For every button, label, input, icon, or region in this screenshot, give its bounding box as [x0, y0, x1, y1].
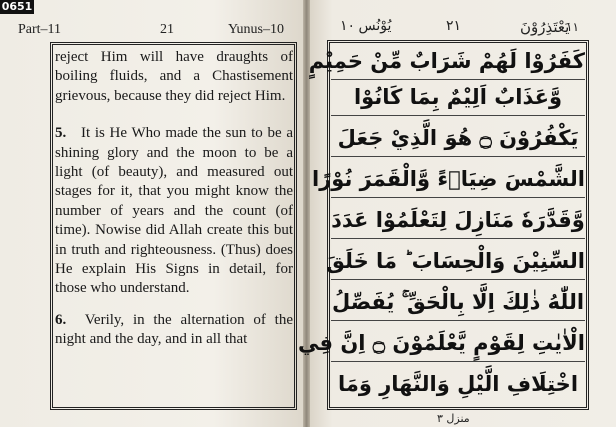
- verse-number: 5.: [55, 125, 67, 142]
- paragraph-text: reject Him will have draughts of boiling fluids, and a Chastisement grievous, because they did reject Him.: [55, 49, 293, 104]
- arabic-line: وَّقَدَّرَهٗ مَنَازِلَ لِتَعْلَمُوْا عَدَدَ: [331, 203, 585, 239]
- arabic-line: يَكْفُرُوْنَ ۝ هُوَ الَّذِيْ جَعَلَ: [331, 121, 585, 157]
- verse-number: 6.: [55, 311, 67, 328]
- header-part: Part–11: [18, 22, 62, 37]
- scan-id-label: 0651: [1, 0, 33, 13]
- paragraph-text: Verily, in the alternation of the night and the day, and in all that: [55, 311, 293, 348]
- arabic-line: الشَّمْسَ ضِيَاۤءً وَّالْقَمَرَ نُوْرًا: [331, 162, 585, 198]
- paragraph: [55, 311, 293, 350]
- header-title-number: ١١: [566, 20, 579, 34]
- header-surah: Yunus–10: [228, 22, 285, 37]
- arabic-line: الْاٰيٰتِ لِقَوْمٍ يَّعْلَمُوْنَ ۝ اِنَّ فِي: [331, 326, 585, 362]
- arabic-line: السِّنِيْنَ وَالْحِسَابَ ؕ مَا خَلَقَ: [331, 244, 585, 280]
- header-page-number-arabic: ٢١: [446, 19, 462, 34]
- arabic-line: اخْتِلَافِ الَّيْلِ وَالنَّهَارِ وَمَا: [337, 372, 579, 396]
- header-page-number: 21: [160, 22, 174, 37]
- arabic-line: وَّعَذَابٌ اَلِيْمٌ بِمَا كَانُوْا: [331, 80, 585, 116]
- paragraph: [55, 124, 293, 299]
- paragraph-text: It is He Who made the sun to be a shining glory and the moon to be a light (of beauty), and measured out stages for it, that you might know the number of years and the count (of time). Nowise did Allah create this but in truth and righteousness. (Thus) does He explain His Signs in detail, for those who understand.: [55, 125, 293, 297]
- translation-text: [55, 48, 293, 362]
- arabic-line: كَفَرُوْا لَهُمْ شَرَابٌ مِّنْ حَمِيْمٍ: [331, 44, 585, 80]
- header-surah-arabic: يُوْنُس ١٠: [340, 19, 392, 34]
- paragraph: [55, 48, 293, 106]
- footer-manzil: منزل ٣: [437, 412, 470, 425]
- header-title-arabic: يَعْتَذِرُوْنَ: [520, 20, 570, 36]
- arabic-line: اللّٰهُ ذٰلِكَ اِلَّا بِالْحَقِّ ۚ يُفَصِّلُ: [331, 285, 585, 321]
